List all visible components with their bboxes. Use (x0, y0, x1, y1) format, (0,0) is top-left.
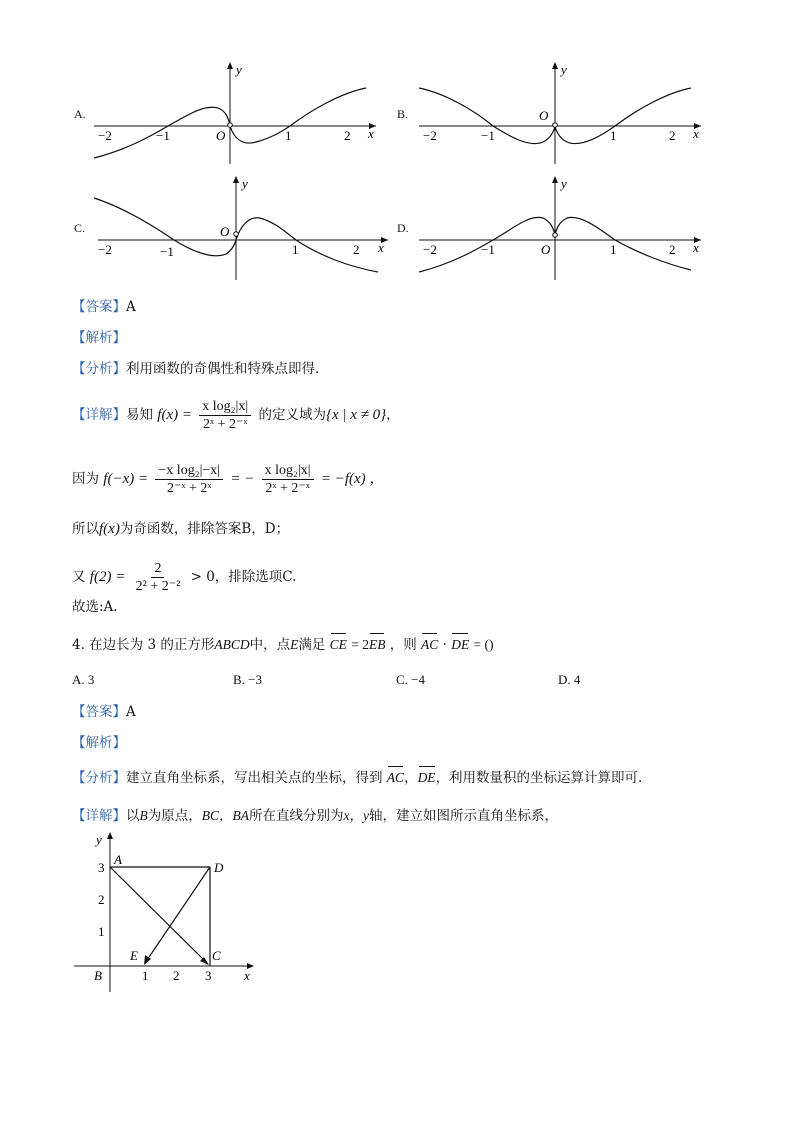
domain-set: {x | x ≠ 0} (325, 407, 387, 423)
y-label: y (561, 62, 567, 77)
vector: AC (386, 770, 405, 785)
q3-conclusion-line (72, 520, 289, 538)
choice-label: D. (558, 672, 571, 687)
y-label: y (561, 176, 567, 191)
vector: AC (421, 637, 439, 652)
q3-xiangjie-line (72, 398, 400, 433)
q4-xiangjie-line (72, 807, 558, 825)
tick-neg2: −2 (423, 128, 437, 143)
text: 所以 (72, 521, 99, 537)
choice-value: −3 (248, 672, 263, 687)
denominator: 2² + 2⁻² (135, 579, 181, 594)
choice-b (233, 672, 262, 688)
x-label: x (693, 240, 699, 255)
tick-neg2: −2 (98, 242, 112, 257)
origin-label: O (539, 108, 549, 123)
fraction (155, 462, 223, 497)
text: 满足 (298, 637, 326, 653)
vector: DE (451, 637, 470, 652)
vector: EB (368, 637, 386, 652)
q3-fenxi-line (72, 360, 319, 378)
choice-label: A. (72, 672, 85, 687)
option-c-label: C. (74, 221, 86, 235)
tick-neg2: −2 (98, 128, 112, 143)
fenxi-tag: 【分析】 (72, 770, 126, 786)
tick-1: 1 (285, 128, 292, 143)
origin-label: O (220, 224, 230, 239)
graph-option-a (86, 58, 386, 168)
choice-a (72, 672, 94, 688)
analysis-tag: 【解析】 (72, 330, 126, 346)
text: ， (404, 770, 418, 786)
point-a-label: A (114, 852, 122, 867)
choice-value: 3 (87, 672, 95, 687)
answer-value: A (126, 704, 136, 720)
answer-value: A (126, 299, 136, 315)
q4-fenxi-line (72, 769, 642, 787)
q3-f2-line (72, 560, 296, 595)
text: > 0，排除选项C. (190, 569, 297, 585)
text: 为奇函数，排除答案B，D； (119, 521, 290, 537)
text: 中，点 (249, 637, 291, 653)
text: 的定义域为 (258, 407, 326, 423)
tick-x-2: 2 (173, 968, 180, 983)
choice-d (558, 672, 580, 688)
x-label: x (368, 126, 374, 141)
text: 因为 (72, 471, 99, 487)
q4-analysis-line (72, 734, 126, 752)
f-def: f(x) = (157, 407, 192, 423)
q3-analysis-line (72, 329, 126, 347)
tick-1: 1 (610, 128, 617, 143)
tick-neg1: −1 (156, 128, 170, 143)
q4-answer-line (72, 703, 136, 721)
numerator: 2 (151, 560, 164, 578)
tick-2: 2 (344, 128, 351, 143)
choice-value: −4 (411, 672, 426, 687)
choice-label: B. (233, 672, 245, 687)
answer-tag: 【答案】 (72, 299, 126, 315)
origin-label: O (216, 128, 226, 143)
xiangjie-tag: 【详解】 (72, 808, 126, 824)
text: 故选:A. (72, 599, 118, 615)
tick-2: 2 (669, 128, 676, 143)
graph-option-c (90, 172, 390, 284)
tick-neg1: −1 (481, 242, 495, 257)
tick-1: 1 (292, 242, 299, 257)
numerator: x log₂|x| (262, 462, 314, 480)
fenxi-text: 利用函数的奇偶性和特殊点即得. (126, 361, 320, 377)
x-label: x (693, 126, 699, 141)
q3-final-line (72, 598, 118, 616)
q3-odd-line (72, 462, 384, 497)
text: 轴，建立如图所示直角坐标系， (368, 808, 558, 824)
tick-y-2: 2 (98, 892, 105, 907)
text: · (442, 637, 447, 653)
tick-y-1: 1 (98, 924, 105, 939)
tick-1: 1 (610, 242, 617, 257)
denominator: 2⁻ˣ + 2ˣ (167, 481, 212, 496)
fraction (199, 398, 251, 433)
fraction (262, 462, 314, 497)
choice-value: 4 (573, 672, 581, 687)
point-d-label: D (214, 860, 224, 875)
math: f(2) = (89, 569, 126, 585)
tick-2: 2 (669, 242, 676, 257)
choice-c (396, 672, 425, 688)
square-figure (70, 828, 270, 996)
vector: DE (417, 770, 436, 785)
tick-2: 2 (353, 242, 360, 257)
y-label: y (236, 62, 242, 77)
math: f(−x) = (103, 471, 149, 487)
option-b-label: B. (397, 107, 409, 121)
text: 建立直角坐标系，写出相关点的坐标，得到 (126, 770, 383, 786)
math: = − (230, 471, 255, 487)
text: ， (386, 407, 400, 423)
tick-neg1: −1 (481, 128, 495, 143)
y-label: y (96, 832, 102, 847)
analysis-tag: 【解析】 (72, 735, 126, 751)
text: B (139, 808, 148, 823)
origin-label: O (541, 242, 551, 257)
fenxi-tag: 【分析】 (72, 361, 126, 377)
tick-x-1: 1 (142, 968, 149, 983)
q4-stem (72, 636, 493, 654)
denominator: 2ˣ + 2⁻ˣ (265, 481, 310, 496)
text: ，则 (389, 637, 417, 653)
graph-option-b (411, 58, 711, 168)
text: BC，BA (201, 808, 249, 823)
answer-tag: 【答案】 (72, 704, 126, 720)
text: 所在直线分别为 (249, 808, 344, 824)
y-label: y (242, 176, 248, 191)
denominator: 2ˣ + 2⁻ˣ (203, 417, 248, 432)
text: 又 (72, 569, 86, 585)
numerator: −x log₂|−x| (155, 462, 223, 480)
fraction (133, 560, 184, 595)
numerator: x log₂|x| (199, 398, 251, 416)
text: E (290, 637, 299, 652)
text: 4. 在边长为 3 的正方形 (72, 637, 215, 653)
point-b-label: B (94, 968, 102, 983)
point-c-label: C (212, 948, 221, 963)
math: f(x) (99, 521, 120, 537)
xiangjie-tag: 【详解】 (72, 407, 126, 423)
text: 易知 (126, 407, 153, 423)
text: = 2 (351, 637, 369, 652)
tick-neg2: −2 (423, 242, 437, 257)
tick-y-3: 3 (98, 860, 105, 875)
q3-answer-line (72, 298, 136, 316)
point-e-label: E (130, 948, 138, 963)
text: ，利用数量积的坐标运算计算即可. (435, 770, 643, 786)
vector: CE (329, 637, 347, 652)
graph-option-d (411, 172, 711, 284)
text: 为原点， (147, 808, 202, 824)
tick-x-3: 3 (205, 968, 212, 983)
x-label: x (244, 968, 250, 983)
option-d-label: D. (397, 221, 409, 235)
text: ABCD (214, 637, 250, 652)
choice-label: C. (396, 672, 408, 687)
option-a-label: A. (74, 107, 86, 121)
x-label: x (378, 240, 384, 255)
tick-neg1: −1 (160, 244, 174, 259)
text: x，y (343, 808, 369, 823)
math: = −f(x) ， (320, 471, 385, 487)
text: 以 (126, 808, 140, 824)
text: = () (473, 637, 494, 652)
